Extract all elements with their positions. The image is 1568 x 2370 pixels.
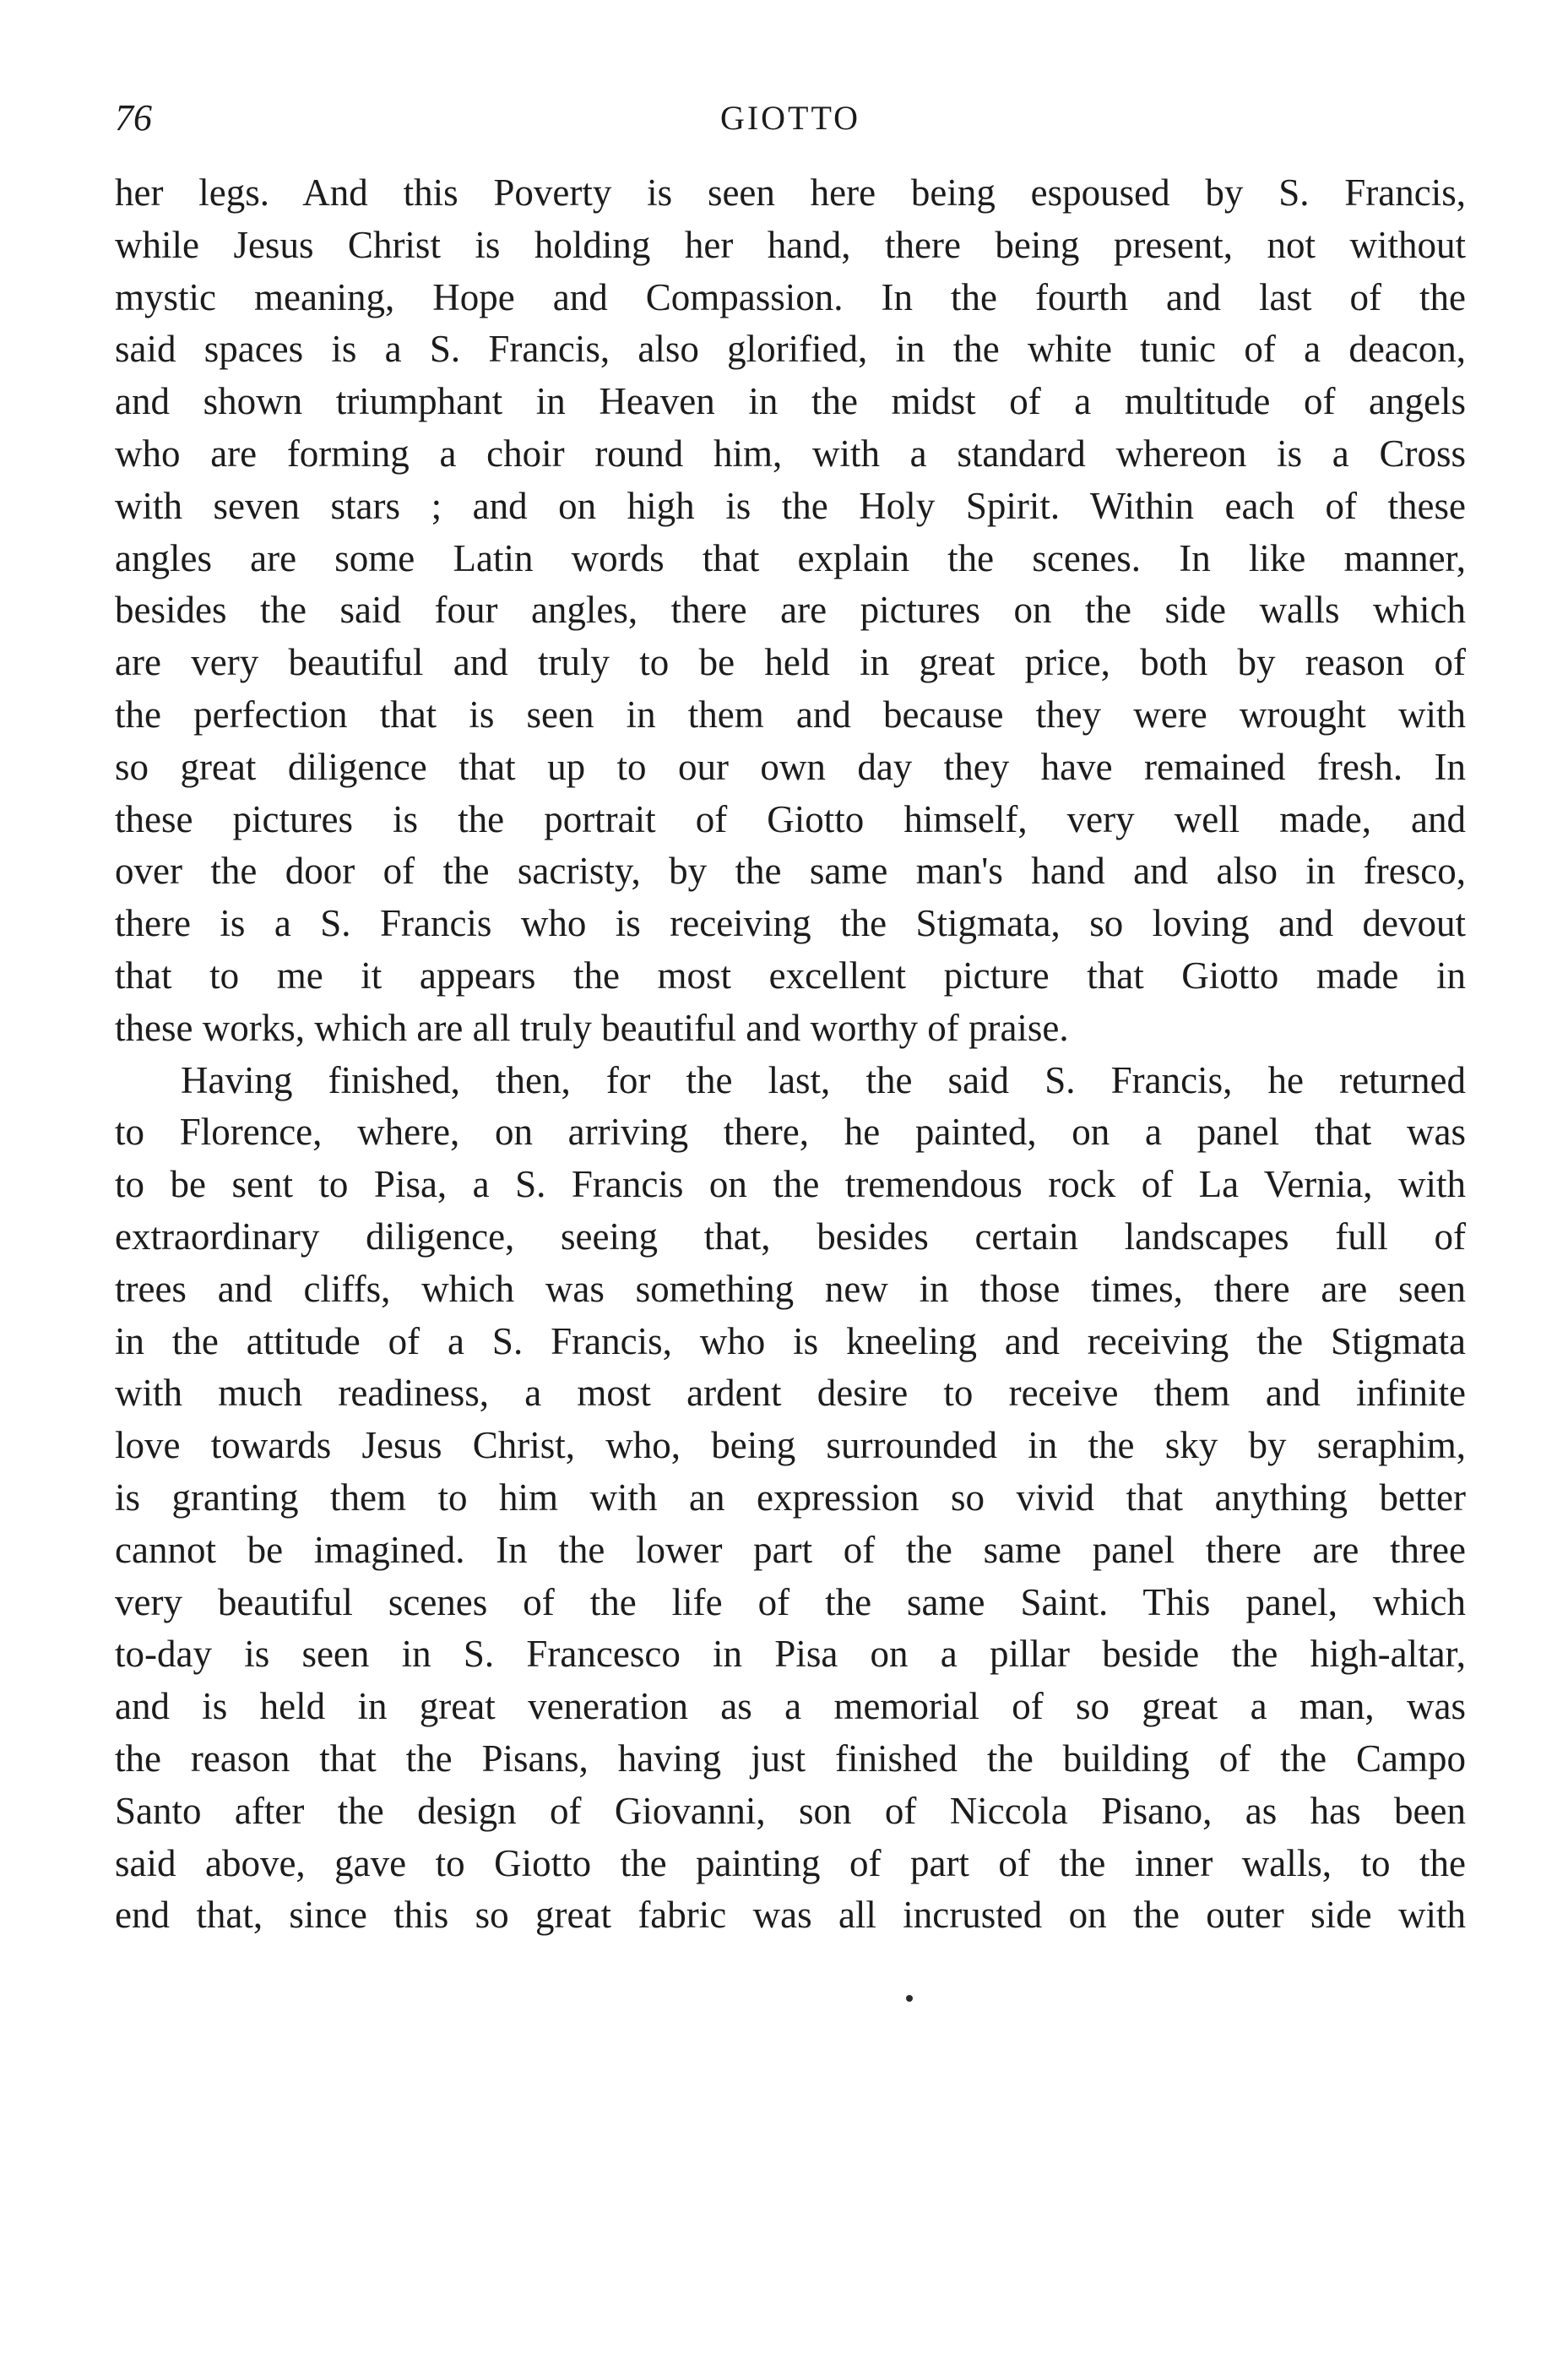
text-line: to-day is seen in S. Francesco in Pisa on a pillar beside the high-altar, (115, 1633, 1466, 1676)
text-line: Having finished, then, for the last, the said S. Francis, he returned (181, 1058, 1466, 1101)
text-line: extraordinary diligence, seeing that, besides certain landscapes full of (115, 1215, 1466, 1258)
text-line: so great diligence that up to our own day they have remained fresh. In (115, 745, 1466, 788)
text-line: who are forming a choir round him, with a standard whereon is a Cross (115, 432, 1466, 475)
text-line: said spaces is a S. Francis, also glorified, in the white tunic of a deacon, (115, 328, 1466, 371)
text-line: there is a S. Francis who is receiving the Stigmata, so loving and devout (115, 902, 1466, 945)
text-line: trees and cliffs, which was something new in those times, there are seen (115, 1267, 1466, 1310)
text-line: are very beautiful and truly to be held in great price, both by reason of (115, 641, 1466, 684)
text-line: the reason that the Pisans, having just finished the building of the Campo (115, 1737, 1466, 1780)
text-line: to Florence, where, on arriving there, he painted, on a panel that was (115, 1111, 1466, 1154)
text-line: very beautiful scenes of the life of the same Saint. This panel, which (115, 1580, 1466, 1623)
text-line: to be sent to Pisa, a S. Francis on the tremendous rock of La Vernia, with (115, 1163, 1466, 1206)
running-title: GIOTTO (719, 99, 861, 137)
page-number: 76 (115, 97, 152, 139)
text-line: said above, gave to Giotto the painting of part of the inner walls, to the (115, 1841, 1466, 1884)
text-line: love towards Jesus Christ, who, being surrounded in the sky by seraphim, (115, 1424, 1466, 1467)
text-line: and shown triumphant in Heaven in the midst of a multitude of angels (115, 380, 1466, 423)
text-line: over the door of the sacristy, by the same man's hand and also in fresco, (115, 850, 1466, 893)
paragraph-1 (115, 167, 1466, 1055)
text-line: her legs. And this Poverty is seen here being espoused by S. Francis, (115, 171, 1466, 214)
text-line: mystic meaning, Hope and Compassion. In the fourth and last of the (115, 275, 1466, 318)
text-line: that to me it appears the most excellent picture that Giotto made in (115, 954, 1466, 997)
text-line: these works, which are all truly beautiful and worthy of praise. (115, 1006, 1069, 1049)
stray-ink-dot (906, 1995, 913, 2002)
text-line: cannot be imagined. In the lower part of the same panel there are three (115, 1528, 1466, 1571)
page-header (115, 91, 1466, 145)
text-line: Santo after the design of Giovanni, son of Niccola Pisano, as has been (115, 1789, 1466, 1832)
body-text (115, 167, 1466, 1942)
text-line: and is held in great veneration as a memorial of so great a man, was (115, 1685, 1466, 1728)
text-line: the perfection that is seen in them and because they were wrought with (115, 693, 1466, 736)
text-line: with seven stars ; and on high is the Holy Spirit. Within each of these (115, 484, 1466, 527)
text-line: angles are some Latin words that explain the scenes. In like manner, (115, 536, 1466, 579)
text-line: while Jesus Christ is holding her hand, there being present, not without (115, 223, 1466, 266)
text-line: in the attitude of a S. Francis, who is kneeling and receiving the Stigmata (115, 1319, 1466, 1362)
text-line: is granting them to him with an expression so vivid that anything better (115, 1476, 1466, 1519)
paragraph-2 (115, 1055, 1466, 1943)
text-line: these pictures is the portrait of Giotto himself, very well made, and (115, 797, 1466, 840)
text-line: end that, since this so great fabric was all incrusted on the outer side with (115, 1894, 1466, 1937)
text-line: besides the said four angles, there are pictures on the side walls which (115, 589, 1466, 632)
text-line: with much readiness, a most ardent desire to receive them and infinite (115, 1372, 1466, 1415)
